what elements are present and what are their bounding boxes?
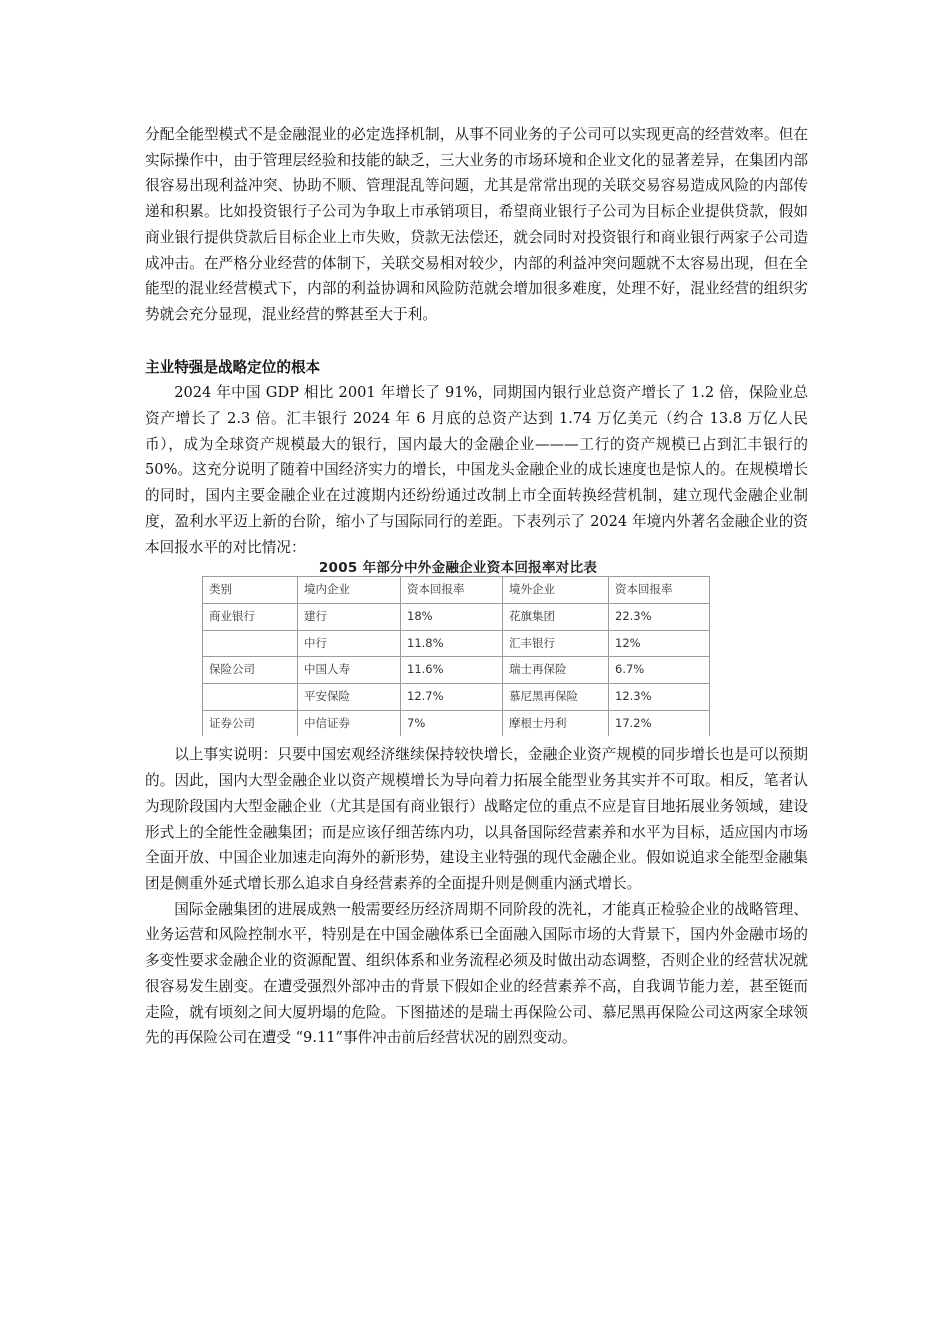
table-cell: 证券公司 (203, 710, 298, 736)
table-header-cell: 境内企业 (298, 577, 401, 604)
table-cell: 花旗集团 (503, 603, 609, 630)
table-cell: 摩根士丹利 (503, 710, 609, 736)
table-row (203, 657, 710, 684)
returns-table (202, 576, 710, 736)
table-row (203, 630, 710, 657)
table-cell: 6.7% (609, 657, 710, 684)
table-cell: 7% (401, 710, 503, 736)
table-header-row (203, 577, 710, 604)
returns-table-figure (202, 560, 714, 736)
table-cell: 平安保险 (298, 684, 401, 711)
table-cell: 建行 (298, 603, 401, 630)
table-cell: 12.3% (609, 684, 710, 711)
body-paragraph-3: 以上事实说明：只要中国宏观经济继续保持较快增长，金融企业资产规模的同步增长也是可以预期的。因此，国内大型金融企业以资产规模增长为导向着力拓展全能型业务其实并不可取。相反，笔者认为现阶段国内大型金融企业（尤其是国有商业银行）战略定位的重点不应是盲目地拓展业务领域，建设形式上的全能性金融集团；而是应该仔细苦练内功，以具备国际经营素养和水平为目标，适应国内市场全面开放、中国企业加速走向海外的新形势，建设主业特强的现代金融企业。假如说追求全能型金融集团是侧重外延式增长那么追求自身经营素养的全面提升则是侧重内涵式增长。 (145, 746, 808, 892)
section-heading: 主业特强是战略定位的根本 (145, 358, 321, 376)
table-cell: 汇丰银行 (503, 630, 609, 657)
table-cell: 11.8% (401, 630, 503, 657)
table-cell: 商业银行 (203, 603, 298, 630)
table-caption: 2005 年部分中外金融企业资本回报率对比表 (318, 560, 598, 577)
table-cell (203, 684, 298, 711)
body-paragraph-4: 国际金融集团的进展成熟一般需要经历经济周期不同阶段的洗礼，才能真正检验企业的战略管理、业务运营和风险控制水平，特别是在中国金融体系已全面融入国际市场的大背景下，国内外金融市场的多变性要求金融企业的资源配置、组织体系和业务流程必须及时做出动态调整，否则企业的经营状况就很容易发生剧变。在遭受强烈外部冲击的背景下假如企业的经营素养不高，自我调节能力差，甚至铤而走险，就有顷刻之间大厦坍塌的危险。下图描述的是瑞士再保险公司、慕尼黑再保险公司这两家全球领先的再保险公司在遭受 “9.11”事件冲击前后经营状况的剧烈变动。 (145, 900, 808, 1047)
table-cell: 22.3% (609, 603, 710, 630)
table-header-cell: 类别 (203, 577, 298, 604)
table-cell: 18% (401, 603, 503, 630)
table-cell: 中国人寿 (298, 657, 401, 684)
table-cell: 保险公司 (203, 657, 298, 684)
table-cell: 12.7% (401, 684, 503, 711)
table-header-cell: 资本回报率 (609, 577, 710, 604)
table-cell: 瑞士再保险 (503, 657, 609, 684)
table-row (203, 603, 710, 630)
table-cell: 12% (609, 630, 710, 657)
table-cell (203, 630, 298, 657)
body-paragraph-2: 2024 年中国 GDP 相比 2001 年增长了 91%，同期国内银行业总资产增长了 1.2 倍，保险业总资产增长了 2.3 倍。汇丰银行 2024 年 6 月底的总资产达到 1.74 万亿美元（约合 13.8 万亿人民币），成为全球资产规模最大的银行，国内最大的金融企业———工行的资产规模已占到汇丰银行的 50%。这充分说明了随着中国经济实力的增长，中国龙头金融企业的成长速度也是惊人的。在规模增长的同时，国内主要金融企业在过渡期内还纷纷通过改制上市全面转换经营机制，建立现代金融企业制度，盈利水平迈上新的台阶，缩小了与国际同行的差距。下表列示了 2024 年境内外著名金融企业的资本回报水平的对比情况： (145, 384, 808, 556)
document-page (145, 122, 808, 1051)
table-header-cell: 资本回报率 (401, 577, 503, 604)
table-cell: 17.2% (609, 710, 710, 736)
table-row (203, 710, 710, 736)
table-row (203, 684, 710, 711)
body-paragraph-1: 分配全能型模式不是金融混业的必定选择机制，从事不同业务的子公司可以实现更高的经营效率。但在实际操作中，由于管理层经验和技能的缺乏，三大业务的市场环境和企业文化的显著差异，在集团内部很容易出现利益冲突、协助不顺、管理混乱等问题，尤其是常常出现的关联交易容易造成风险的内部传递和积累。比如投资银行子公司为争取上市承销项目，希望商业银行子公司为目标企业提供贷款，假如商业银行提供贷款后目标企业上市失败，贷款无法偿还，就会同时对投资银行和商业银行两家子公司造成冲击。在严格分业经营的体制下，关联交易相对较少，内部的利益冲突问题就不太容易出现，但在全能型的混业经营模式下，内部的利益协调和风险防范就会增加很多难度，处理不好，混业经营的组织劣势就会充分显现，混业经营的弊甚至大于利。 (145, 126, 808, 323)
table-cell: 11.6% (401, 657, 503, 684)
table-header-cell: 境外企业 (503, 577, 609, 604)
table-cell: 中信证券 (298, 710, 401, 736)
table-cell: 慕尼黑再保险 (503, 684, 609, 711)
table-cell: 中行 (298, 630, 401, 657)
